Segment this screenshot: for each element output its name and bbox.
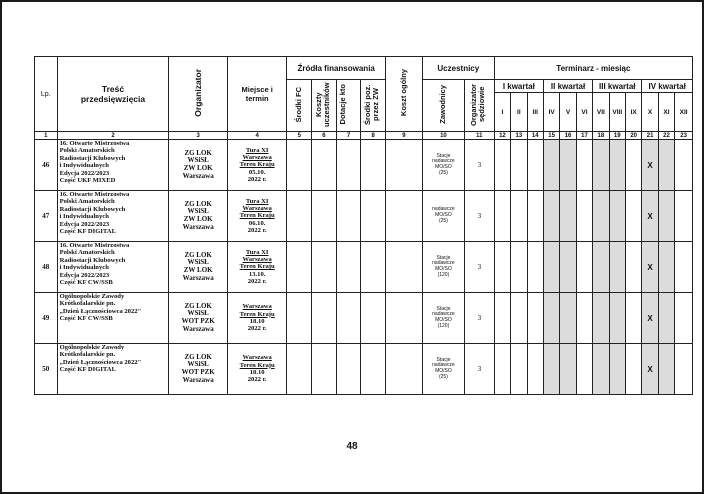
organizator-line: WSiSŁ <box>187 156 209 165</box>
row-finansowanie-cell <box>287 191 312 242</box>
row-tresc <box>57 344 169 395</box>
row-month-cell <box>658 344 674 395</box>
row-month-cell <box>576 140 592 191</box>
row-zawodnicy <box>422 191 464 242</box>
header-zawodnicy <box>422 80 464 132</box>
row-finansowanie-cell <box>312 293 337 344</box>
zawodnicy-line: nadawcze <box>432 206 455 213</box>
row-miejsce <box>227 344 287 395</box>
miejsce-line: 2022 r. <box>247 227 267 235</box>
row-zawodnicy <box>422 242 464 293</box>
row-month-cell <box>675 191 693 242</box>
zawodnicy-line: nadawcze <box>432 158 455 165</box>
table-row <box>35 344 693 395</box>
row-month-cell <box>560 293 576 344</box>
zawodnicy-line: Stacje <box>436 254 451 261</box>
miejsce-line: 13.10. <box>248 270 266 278</box>
organizator-line: ZW LOK <box>183 215 213 223</box>
tresc-line: i Indywidualnych <box>59 264 109 272</box>
row-finansowanie-cell <box>312 344 337 395</box>
row-org-sedziowie: 3 <box>464 293 494 344</box>
row-finansowanie-cell <box>312 140 337 191</box>
header-month-11: XI <box>658 93 674 132</box>
row-month-cell <box>511 293 527 344</box>
table-row <box>35 140 693 191</box>
header-month-4: IV <box>543 93 559 132</box>
row-month-cell <box>675 242 693 293</box>
organizator-line: WOT PZK <box>181 317 215 325</box>
header-month-10: X <box>642 93 658 132</box>
column-number-7: 7 <box>336 132 361 140</box>
row-month-cell <box>675 293 693 344</box>
zawodnicy-line: MO/SO <box>435 164 452 170</box>
organizator-line: ZG LOK <box>184 199 212 208</box>
row-month-cell <box>625 191 641 242</box>
header-srodki-poz <box>361 80 386 132</box>
header-kwartal-3: III kwartał <box>593 80 642 93</box>
header-srodki-fc-label: Środki FC <box>294 86 304 123</box>
header-koszt-ogolny-label: Koszt ogólny <box>398 69 408 117</box>
organizator-line: Warszawa <box>182 375 214 384</box>
row-month-cell <box>511 344 527 395</box>
tresc-line: Ogólnopolskie Zawody <box>59 293 125 300</box>
row-miejsce <box>227 293 287 344</box>
row-miejsce <box>227 242 287 293</box>
row-month-cell <box>543 140 559 191</box>
row-month-cell <box>658 242 674 293</box>
organizator-line: WSiSŁ <box>187 360 209 369</box>
row-finansowanie-cell <box>336 242 361 293</box>
row-org-sedziowie: 3 <box>464 140 494 191</box>
miejsce-line: Tura XI <box>245 248 269 256</box>
column-number-23: 23 <box>675 132 693 140</box>
row-month-cell <box>675 344 693 395</box>
zawodnicy-line: nadawcze <box>432 311 455 318</box>
row-month-cell <box>658 140 674 191</box>
row-month-cell <box>494 344 510 395</box>
organizator-line: WSiSŁ <box>187 258 209 267</box>
row-koszt-ogolny <box>385 242 422 293</box>
header-lp: Lp. <box>35 57 58 132</box>
column-number-10: 10 <box>422 132 464 140</box>
tresc-line: i Indywidualnych <box>59 162 109 170</box>
tresc-line: Krótkofalarskie pn. <box>59 351 116 359</box>
header-uczestnicy: Uczestnicy <box>422 57 494 80</box>
header-month-3: III <box>527 93 543 132</box>
miejsce-line: 2022 r. <box>247 325 267 333</box>
miejsce-line: 2022 r. <box>247 376 267 384</box>
header-month-5: V <box>560 93 576 132</box>
row-miejsce <box>227 140 287 191</box>
tresc-line: Krótkofalarskie pn. <box>59 300 116 308</box>
row-month-mark: X <box>642 242 658 293</box>
row-month-cell <box>494 191 510 242</box>
tresc-line: 16. Otwarte Mistrzostwa <box>59 242 130 249</box>
zawodnicy-line: Stacje <box>436 152 451 159</box>
row-month-cell <box>576 242 592 293</box>
tresc-line: Część KF CW/SSB <box>59 279 113 287</box>
row-finansowanie-cell <box>287 293 312 344</box>
row-finansowanie-cell <box>312 242 337 293</box>
header-dotacje-label: Dotacje kto <box>338 84 348 125</box>
tresc-line: Ogólnopolskie Zawody <box>59 344 125 351</box>
zawodnicy-line: MO/SO <box>435 368 452 374</box>
miejsce-line: Warszawa <box>242 354 272 362</box>
row-lp: 46 <box>35 140 58 191</box>
column-number-9: 9 <box>385 132 422 140</box>
row-month-cell <box>593 293 609 344</box>
row-finansowanie-cell <box>312 191 337 242</box>
miejsce-line: 2022 r. <box>247 176 267 184</box>
miejsce-line: Warszawa <box>242 204 272 212</box>
column-number-15: 15 <box>543 132 559 140</box>
tresc-line: Edycja 2022/2023 <box>59 271 110 279</box>
miejsce-line: Tura XI <box>245 146 269 154</box>
organizator-line: ZG LOK <box>184 301 212 310</box>
zawodnicy-line: (25) <box>438 169 448 176</box>
row-month-mark: X <box>642 344 658 395</box>
row-month-cell <box>625 242 641 293</box>
row-zawodnicy <box>422 293 464 344</box>
row-org-sedziowie: 3 <box>464 344 494 395</box>
row-koszt-ogolny <box>385 191 422 242</box>
row-zawodnicy <box>422 140 464 191</box>
row-koszt-ogolny <box>385 140 422 191</box>
row-month-cell <box>593 242 609 293</box>
header-kwartal-1: I kwartał <box>494 80 543 93</box>
row-tresc <box>57 191 169 242</box>
column-number-8: 8 <box>361 132 386 140</box>
organizator-line: ZG LOK <box>184 352 212 361</box>
row-organizator <box>169 191 227 242</box>
row-month-cell <box>560 140 576 191</box>
zawodnicy-line: (120) <box>437 322 450 329</box>
page-number: 48 <box>346 441 358 452</box>
row-month-cell <box>576 191 592 242</box>
row-lp: 49 <box>35 293 58 344</box>
header-miejsce: Miejsce i termin <box>227 57 287 132</box>
row-finansowanie-cell <box>336 293 361 344</box>
row-month-mark: X <box>642 140 658 191</box>
row-month-cell <box>609 191 625 242</box>
row-month-cell <box>543 344 559 395</box>
row-organizator <box>169 344 227 395</box>
tresc-line: Edycja 2022/2023 <box>59 169 110 177</box>
organizator-line: ZG LOK <box>184 250 212 259</box>
column-number-17: 17 <box>576 132 592 140</box>
header-srodki-fc <box>287 80 312 132</box>
row-organizator <box>169 140 227 191</box>
row-month-cell <box>593 191 609 242</box>
row-month-cell <box>494 140 510 191</box>
row-tresc <box>57 242 169 293</box>
row-lp: 48 <box>35 242 58 293</box>
header-tresc: Treść przedsięwzięcia <box>57 57 169 132</box>
row-month-cell <box>543 191 559 242</box>
miejsce-line: Warszawa <box>242 303 272 311</box>
zawodnicy-line: (120) <box>437 271 450 278</box>
row-org-sedziowie: 3 <box>464 191 494 242</box>
row-month-cell <box>576 344 592 395</box>
column-number-6: 6 <box>312 132 337 140</box>
row-month-mark: X <box>642 293 658 344</box>
miejsce-line: 18.10 <box>249 318 265 325</box>
column-number-21: 21 <box>642 132 658 140</box>
row-month-cell <box>560 344 576 395</box>
row-month-cell <box>560 242 576 293</box>
zawodnicy-line: (25) <box>438 217 448 224</box>
tresc-line: Polski Amatorskich <box>59 249 115 257</box>
row-miejsce <box>227 191 287 242</box>
header-organizator <box>169 57 227 132</box>
zawodnicy-line: MO/SO <box>435 266 452 272</box>
miejsce-line: Warszawa <box>242 153 272 161</box>
row-month-mark: X <box>642 191 658 242</box>
tresc-line: Część UKF MIXED <box>59 177 116 185</box>
row-finansowanie-cell <box>336 344 361 395</box>
miejsce-line: Warszawa <box>242 255 272 263</box>
row-month-cell <box>511 191 527 242</box>
tresc-line: Radiostacji Klubowych <box>59 256 126 264</box>
row-month-cell <box>543 242 559 293</box>
organizator-line: Warszawa <box>182 171 214 180</box>
zawodnicy-line: nadawcze <box>432 362 455 369</box>
header-month-2: II <box>511 93 527 132</box>
row-koszt-ogolny <box>385 293 422 344</box>
row-finansowanie-cell <box>361 344 386 395</box>
column-number-12: 12 <box>494 132 510 140</box>
header-organizator-label: Organizator <box>192 69 203 117</box>
zawodnicy-line: (25) <box>438 373 448 380</box>
column-number-13: 13 <box>511 132 527 140</box>
row-month-cell <box>625 344 641 395</box>
row-month-cell <box>494 293 510 344</box>
miejsce-line: 18.10 <box>249 369 265 376</box>
column-number-22: 22 <box>658 132 674 140</box>
table-row <box>35 242 693 293</box>
row-month-cell <box>609 293 625 344</box>
organizator-line: WSiSŁ <box>187 207 209 216</box>
header-terminarz: Terminarz - miesiąc <box>494 57 692 80</box>
row-month-cell <box>675 140 693 191</box>
header-dotacje <box>336 80 361 132</box>
organizator-line: ZG LOK <box>184 148 212 157</box>
miejsce-line: 2022 r. <box>247 278 267 286</box>
row-month-cell <box>658 191 674 242</box>
zawodnicy-line: Stacje <box>436 305 451 312</box>
row-finansowanie-cell <box>361 242 386 293</box>
row-organizator <box>169 242 227 293</box>
row-month-cell <box>658 293 674 344</box>
column-number-11: 11 <box>464 132 494 140</box>
tresc-line: i Indywidualnych <box>59 213 109 221</box>
header-org-sedziowie-label: Organizator sędziowie <box>469 83 487 126</box>
tresc-line: „Dzień Łącznościowca 2022" <box>59 358 142 366</box>
header-zrodla-finansowania: Źródła finansowania <box>287 57 386 80</box>
row-organizator <box>169 293 227 344</box>
header-month-12: XII <box>675 93 693 132</box>
organizator-line: Warszawa <box>182 273 214 282</box>
row-month-cell <box>511 140 527 191</box>
row-finansowanie-cell <box>287 242 312 293</box>
tresc-line: Polski Amatorskich <box>59 198 115 206</box>
row-month-cell <box>543 293 559 344</box>
organizator-line: WOT PZK <box>181 368 215 376</box>
organizator-line: Warszawa <box>182 324 214 333</box>
column-number-4: 4 <box>227 132 287 140</box>
header-koszty-uczestnikow-label: Koszty uczestników <box>313 82 331 127</box>
column-number-1: 1 <box>35 132 58 140</box>
row-zawodnicy <box>422 344 464 395</box>
column-number-18: 18 <box>593 132 609 140</box>
tresc-line: Edycja 2022/2023 <box>59 220 110 228</box>
row-tresc <box>57 140 169 191</box>
row-month-cell <box>609 344 625 395</box>
row-month-cell <box>593 140 609 191</box>
miejsce-line: Teren Kraju <box>239 212 275 220</box>
row-month-cell <box>609 242 625 293</box>
header-month-8: VIII <box>609 93 625 132</box>
row-month-cell <box>609 140 625 191</box>
row-month-cell <box>625 293 641 344</box>
header-month-7: VII <box>593 93 609 132</box>
miejsce-line: 05.10. <box>248 168 266 176</box>
row-finansowanie-cell <box>287 140 312 191</box>
zawodnicy-line: nadawcze <box>432 260 455 267</box>
miejsce-line: 06.10. <box>248 219 266 227</box>
header-org-sedziowie <box>464 80 494 132</box>
zawodnicy-line: MO/SO <box>435 212 452 219</box>
row-finansowanie-cell <box>336 191 361 242</box>
row-finansowanie-cell <box>361 140 386 191</box>
row-finansowanie-cell <box>361 191 386 242</box>
tresc-line: Radiostacji Klubowych <box>59 154 126 162</box>
miejsce-line: Teren Kraju <box>239 161 275 169</box>
header-koszty-uczestnikow <box>312 80 337 132</box>
tresc-line: Polski Amatorskich <box>59 147 115 155</box>
row-month-cell <box>527 140 543 191</box>
tresc-line: Radiostacji Klubowych <box>59 205 126 213</box>
header-kwartal-2: II kwartał <box>543 80 592 93</box>
table-row <box>35 191 693 242</box>
tresc-line: 16. Otwarte Mistrzostwa <box>59 140 130 147</box>
schedule-table <box>34 56 693 395</box>
column-number-2: 2 <box>57 132 169 140</box>
organizator-line: WSiSŁ <box>187 309 209 318</box>
header-kwartal-4: IV kwartał <box>642 80 693 93</box>
row-tresc <box>57 293 169 344</box>
column-number-20: 20 <box>625 132 641 140</box>
row-month-cell <box>527 293 543 344</box>
column-number-16: 16 <box>560 132 576 140</box>
miejsce-line: Tura XI <box>245 197 269 205</box>
row-org-sedziowie: 3 <box>464 242 494 293</box>
zawodnicy-line: MO/SO <box>435 317 452 323</box>
row-finansowanie-cell <box>287 344 312 395</box>
header-month-9: IX <box>625 93 641 132</box>
row-lp: 47 <box>35 191 58 242</box>
tresc-line: 16. Otwarte Mistrzostwa <box>59 191 130 198</box>
miejsce-line: Teren Kraju <box>239 310 275 318</box>
row-month-cell <box>527 344 543 395</box>
zawodnicy-line: Stacje <box>436 356 451 363</box>
header-koszt-ogolny <box>385 57 422 132</box>
row-month-cell <box>511 242 527 293</box>
tresc-line: Część KF DIGITAL <box>59 228 116 236</box>
row-month-cell <box>527 191 543 242</box>
column-number-3: 3 <box>169 132 227 140</box>
row-month-cell <box>494 242 510 293</box>
organizator-line: Warszawa <box>182 222 214 231</box>
tresc-line: „Dzień Łącznościowca 2022" <box>59 307 142 315</box>
row-month-cell <box>527 242 543 293</box>
miejsce-line: Teren Kraju <box>239 361 275 369</box>
row-month-cell <box>593 344 609 395</box>
row-month-cell <box>625 140 641 191</box>
row-koszt-ogolny <box>385 344 422 395</box>
row-month-cell <box>560 191 576 242</box>
tresc-line: Część KF CW/SSB <box>59 315 113 323</box>
organizator-line: ZW LOK <box>183 266 213 274</box>
column-number-19: 19 <box>609 132 625 140</box>
schedule-table-container <box>34 56 693 395</box>
header-zawodnicy-label: Zawodnicy <box>438 85 448 124</box>
header-month-1: I <box>494 93 510 132</box>
row-finansowanie-cell <box>336 140 361 191</box>
row-month-cell <box>576 293 592 344</box>
tresc-line: Część KF DIGITAL <box>59 366 116 374</box>
column-number-5: 5 <box>287 132 312 140</box>
row-finansowanie-cell <box>361 293 386 344</box>
table-row <box>35 293 693 344</box>
row-lp: 50 <box>35 344 58 395</box>
header-month-6: VI <box>576 93 592 132</box>
organizator-line: ZW LOK <box>183 164 213 172</box>
column-number-14: 14 <box>527 132 543 140</box>
miejsce-line: Teren Kraju <box>239 263 275 271</box>
header-srodki-poz-label: Środki poz. przez ZW <box>363 84 380 125</box>
